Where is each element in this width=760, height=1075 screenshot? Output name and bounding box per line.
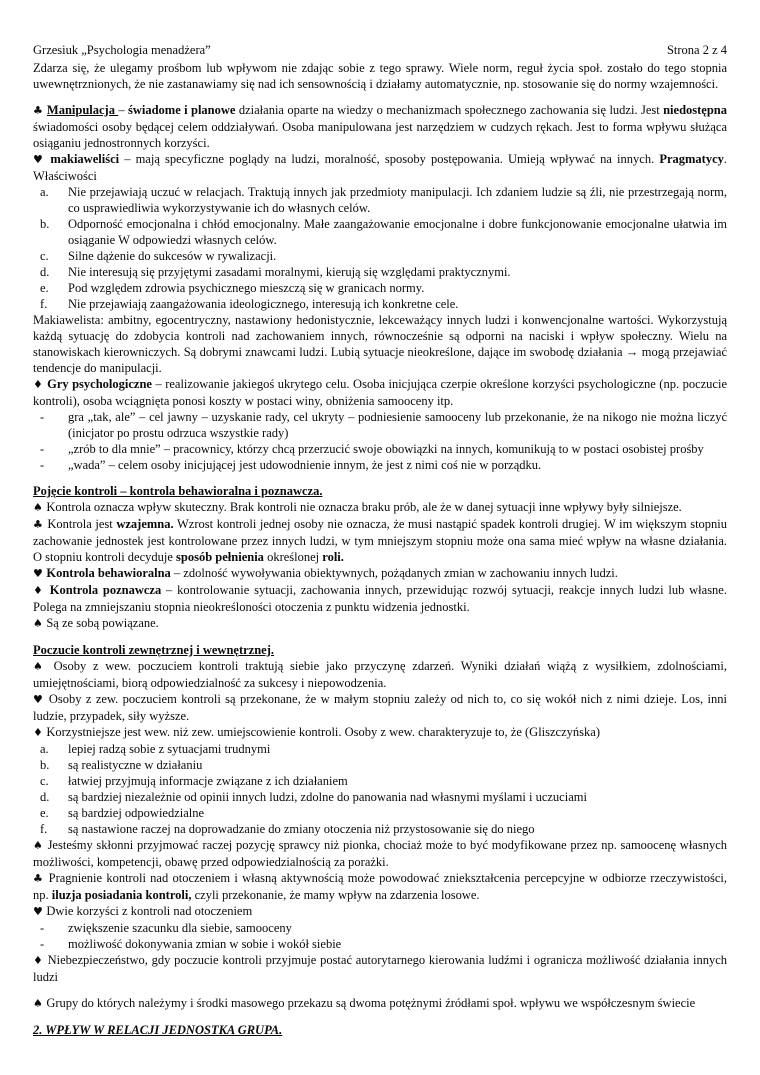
- spade-bullet-icon: ♠: [33, 997, 47, 1010]
- text-run: Nie interesują się przyjętymi zasadami moralnymi, kierują się względami praktycznymi.: [68, 265, 511, 279]
- text-run: Manipulacja: [46, 103, 119, 117]
- list-item: [33, 773, 727, 789]
- text-run: Kontrola jest: [47, 517, 117, 531]
- text-run: Zdarza się, że ulegamy prośbom lub wpływom nie zdając sobie z tego sprawy. Wiele norm, reguł życia społ. zostało do tego stopnia uwewnętrznionych, że nie zastanawiamy się nad ich sensownością i działamy automatycznie, np. stosowanie się do normy wzajemności.: [33, 61, 727, 91]
- document-body: [33, 60, 727, 1038]
- spade-bullet-icon: ♠: [33, 660, 54, 673]
- list-letter-marker: a.: [40, 742, 49, 756]
- spade-bullet-icon: ♠: [33, 501, 47, 514]
- text-run: są realistyczne w działaniu: [68, 758, 203, 772]
- list-item: [33, 441, 727, 457]
- text-run: Nie przejawiają uczuć w relacjach. Traktują innych jak przedmioty manipulacji. Ich zdaniem ludzie są źli, nie przestrzegają norm, co usprawiedliwia wykorzystywanie ich do własnych celów.: [68, 185, 727, 215]
- text-run: Nie przejawiają zaangażowania ideologicznego, interesują ich konkretne cele.: [68, 297, 459, 311]
- text-run: są nastawione raczej na doprowadzanie do zmiany otoczenia niż przystosowanie się do niego: [68, 822, 535, 836]
- section-heading: [33, 1022, 727, 1038]
- text-run: Wzrost kontroli jednej osoby nie oznacza, że musi nastąpić spadek kontroli drugiej. W im większym stopniu zachowanie jednostek jest kontrolowane przez innych ludzi, w tym mniejszym stopniu może ona sama mieć wpływ na własne działania. O stopniu kontroli decyduje: [33, 517, 728, 564]
- paragraph: [33, 837, 727, 870]
- text-run: iluzja posiadania kontroli,: [51, 888, 192, 902]
- club-bullet-icon: ♣: [33, 872, 49, 885]
- text-run: Są ze sobą powiązane.: [46, 616, 159, 630]
- text-run: Korzystniejsze jest wew. niż zew. umiejscowienie kontroli. Osoby z wew. charakteryzuje to, że (Gliszczyńska): [46, 725, 600, 739]
- diamond-bullet-icon: ♦: [33, 954, 48, 967]
- club-bullet-icon: ♣: [33, 518, 48, 531]
- paragraph: [33, 691, 727, 724]
- text-run: wzajemna.: [116, 517, 174, 531]
- list-item: [33, 184, 727, 216]
- text-run: mogą przejawiać tendencje do manipulacji.: [33, 345, 727, 375]
- text-run: Kontrola oznacza wpływ skuteczny. Brak kontroli nie oznacza braku prób, ale że w danej sytuacji inne wpływy były silniejsze.: [46, 500, 682, 514]
- list-item: [33, 296, 727, 312]
- heart-bullet-icon: ♥: [33, 693, 49, 706]
- paragraph: [33, 516, 727, 565]
- list-letter-marker: e.: [40, 806, 49, 820]
- paragraph: [33, 312, 727, 376]
- spade-bullet-icon: ♠: [33, 617, 47, 630]
- list-letter-marker: f.: [40, 297, 48, 311]
- text-run: Pojęcie kontroli – kontrola behawioralna i poznawcza.: [33, 484, 323, 498]
- list-letter-marker: f.: [40, 822, 48, 836]
- list-item: [33, 248, 727, 264]
- paragraph: [33, 952, 727, 985]
- text-run: Odporność emocjonalna i chłód emocjonalny. Małe zaangażowanie emocjonalne i dobre funkcjonowanie emocjonalne ułatwia im osiąganie W odpowiedzi własnych celów.: [68, 217, 727, 247]
- list-item: [33, 741, 727, 757]
- list-item: [33, 216, 727, 248]
- text-run: „zrób to dla mnie” – pracownicy, którzy chcą przerzucić swoje obowiązki na innych, komunikują to w postaci osobistej prośby: [68, 442, 704, 456]
- list-item: [33, 457, 727, 473]
- page-number: Strona 2 z 4: [666, 43, 727, 57]
- text-run: →: [625, 345, 639, 359]
- text-run: Osoby z zew. poczuciem kontroli są przekonane, że w małym stopniu zależy od nich to, co się wokół nich z nimi dzieje. Los, inni ludzie, przypadek, siły wyższe.: [33, 692, 727, 723]
- paragraph: [33, 615, 727, 632]
- paragraph: [33, 582, 727, 615]
- list-item: [33, 805, 727, 821]
- list-item: [33, 280, 727, 296]
- list-item: [33, 920, 727, 936]
- text-run: Dwie korzyści z kontroli nad otoczeniem: [46, 904, 253, 918]
- diamond-bullet-icon: ♦: [33, 726, 47, 739]
- text-run: czyli przekonanie, że mamy wpływ na zdarzenia losowe.: [191, 888, 480, 902]
- heart-bullet-icon: ♥: [33, 153, 51, 166]
- text-run: Gry psychologiczne: [47, 377, 152, 391]
- paragraph: [33, 60, 727, 92]
- text-run: Pragnienie kontroli nad otoczeniem i własną aktywnością może powodować zniekształcenia percepcyjne w odbiorze rzeczywistości, np.: [33, 871, 727, 902]
- text-run: „wada” – celem osoby inicjującej jest udowodnienie innym, że jest z nimi coś nie w porządku.: [68, 458, 542, 472]
- text-run: – realizowanie jakiegoś ukrytego celu. Osoba inicjująca czerpie określone korzyści psychologiczne (np. poczucie kontroli), osoba wciągnięta ponosi koszty w postaci winy, obniżenia samooceny itp.: [33, 377, 727, 408]
- dash-marker: -: [40, 442, 45, 456]
- text-run: są bardziej odpowiedzialne: [68, 806, 205, 820]
- paragraph: [33, 499, 727, 516]
- list-letter-marker: d.: [40, 790, 50, 804]
- page-header: [33, 42, 727, 58]
- paragraph: [33, 565, 727, 582]
- paragraph: [33, 903, 727, 920]
- text-run: – kontrolowanie sytuacji, zachowania innych, przewidując rozwój sytuacji, reakcje innych ludzi lub własne. Polega na zmniejszaniu stopnia nieokreśloności otoczenia z punktu widzenia jednostki.: [33, 583, 727, 614]
- text-run: gra „tak, ale” – cel jawny – uzyskanie rady, cel ukryty – podniesienie samooceny lub przekonanie, że na nikogo nie można liczyć (inicjator po prostu odrzuca wszystkie rady): [68, 410, 727, 440]
- text-run: Osoby z wew. poczuciem kontroli traktują siebie jako przyczynę zdarzeń. Wyniki działań wiążą z wysiłkiem, zdolnościami, umiejętnościami, biorą odpowiedzialność za sukcesy i niepowodzenia.: [33, 659, 728, 690]
- club-bullet-icon: ♣: [33, 104, 47, 117]
- heart-bullet-icon: ♥: [33, 905, 47, 918]
- section-heading: [33, 642, 727, 658]
- list-item: [33, 264, 727, 280]
- list-letter-marker: a.: [40, 185, 49, 199]
- text-run: lepiej radzą sobie z sytuacjami trudnymi: [68, 742, 271, 756]
- blank-line: [33, 1012, 727, 1022]
- list-item: [33, 757, 727, 773]
- text-run: możliwość dokonywania zmian w sobie i wokół siebie: [68, 937, 342, 951]
- section-heading: [33, 483, 727, 499]
- spade-bullet-icon: ♠: [33, 839, 48, 852]
- list-letter-marker: c.: [40, 249, 49, 263]
- blank-line: [33, 632, 727, 642]
- text-run: – zdolność wywoływania obiektywnych, pożądanych zmian w zachowaniu innych ludzi.: [170, 566, 618, 580]
- paragraph: [33, 102, 727, 151]
- text-run: zwiększenie szacunku dla siebie, samooceny: [68, 921, 292, 935]
- text-run: Poczucie kontroli zewnętrznej i wewnętrznej.: [33, 643, 275, 657]
- text-run: Grupy do których należymy i środki masowego przekazu są dwoma potężnymi źródłami społ. wpływu we współczesnym świecie: [46, 996, 696, 1010]
- list-item: [33, 936, 727, 952]
- blank-line: [33, 92, 727, 102]
- list-item: [33, 409, 727, 441]
- paragraph: [33, 870, 727, 903]
- text-run: niedostępna: [663, 103, 728, 117]
- dash-marker: -: [40, 937, 45, 951]
- paragraph: [33, 376, 727, 409]
- list-item: [33, 789, 727, 805]
- text-run: działania oparte na wiedzy o mechanizmach społecznego zachowania się ludzi. Jest: [235, 103, 664, 117]
- list-letter-marker: b.: [40, 217, 50, 231]
- text-run: Silne dążenie do sukcesów w rywalizacji.: [68, 249, 277, 263]
- text-run: Pod względem zdrowia psychicznego mieszczą się w granicach normy.: [68, 281, 425, 295]
- paragraph: [33, 658, 727, 691]
- text-run: Jesteśmy skłonni przyjmować raczej pozycję sprawcy niż pionka, chociaż może to być modyfikowane przez np. samoocenę własnych możliwości, kompetencji, obawę przed odpowiedzialnością za porażki.: [33, 838, 728, 869]
- text-run: . Właściwości: [33, 152, 727, 183]
- text-run: określonej: [263, 550, 323, 564]
- list-letter-marker: d.: [40, 265, 50, 279]
- blank-line: [33, 985, 727, 995]
- text-run: Pragmatycy: [659, 152, 724, 166]
- heart-bullet-icon: ♥: [33, 567, 47, 580]
- dash-marker: -: [40, 410, 45, 424]
- text-run: łatwiej przyjmują informacje związane z ich działaniem: [68, 774, 348, 788]
- text-run: są bardziej niezależnie od opinii innych ludzi, zdolne do panowania nad własnymi myślami i uczuciami: [68, 790, 587, 804]
- text-run: świadomości osoby będącej celem oddziaływań. Osoba manipulowana jest narzędziem w cudzych rękach. Jest to forma wpływu służąca osiąganiu jednostronnych korzyści.: [33, 120, 727, 150]
- dash-marker: -: [40, 921, 45, 935]
- paragraph: [33, 995, 727, 1012]
- list-letter-marker: c.: [40, 774, 49, 788]
- diamond-bullet-icon: ♦: [33, 378, 48, 391]
- text-run: Kontrola behawioralna: [46, 566, 171, 580]
- list-letter-marker: e.: [40, 281, 49, 295]
- text-run: Kontrola poznawcza: [49, 583, 162, 597]
- list-item: [33, 821, 727, 837]
- document-title: Grzesiuk „Psychologia menadżera”: [33, 43, 211, 57]
- dash-marker: -: [40, 458, 45, 472]
- paragraph: [33, 151, 727, 184]
- text-run: – mają specyficzne poglądy na ludzi, moralność, sposoby postępowania. Umieją wpływać na innych.: [119, 152, 660, 166]
- text-run: Makiawelista: ambitny, egocentryczny, nastawiony hedonistycznie, lekceważący innych ludzi i konwencjonalne wartości. Wykorzystują każdą sytuację do zdobycia kontroli nad zachowaniem innych, równocześnie są odporni na naciski i wpływ społeczny. Wielu na stanowiskach kierowniczych. Są dobrymi znawcami ludzi. Lubią sytuacje nieokreślone, dające im swobodę działania: [33, 313, 727, 359]
- list-letter-marker: b.: [40, 758, 50, 772]
- text-run: świadome i planowe: [127, 103, 236, 117]
- text-run: 2. WPŁYW W RELACJI JEDNOSTKA GRUPA.: [33, 1023, 283, 1037]
- text-run: roli.: [322, 550, 344, 564]
- text-run: Niebezpieczeństwo, gdy poczucie kontroli przyjmuje postać autorytarnego kierowania ludźmi i ogranicza możliwość działania innych ludzi: [33, 953, 727, 984]
- diamond-bullet-icon: ♦: [33, 584, 50, 597]
- text-run: makiaweliści: [50, 152, 120, 166]
- text-run: sposób pełnienia: [176, 550, 264, 564]
- paragraph: [33, 724, 727, 741]
- blank-line: [33, 473, 727, 483]
- text-run: –: [118, 103, 128, 117]
